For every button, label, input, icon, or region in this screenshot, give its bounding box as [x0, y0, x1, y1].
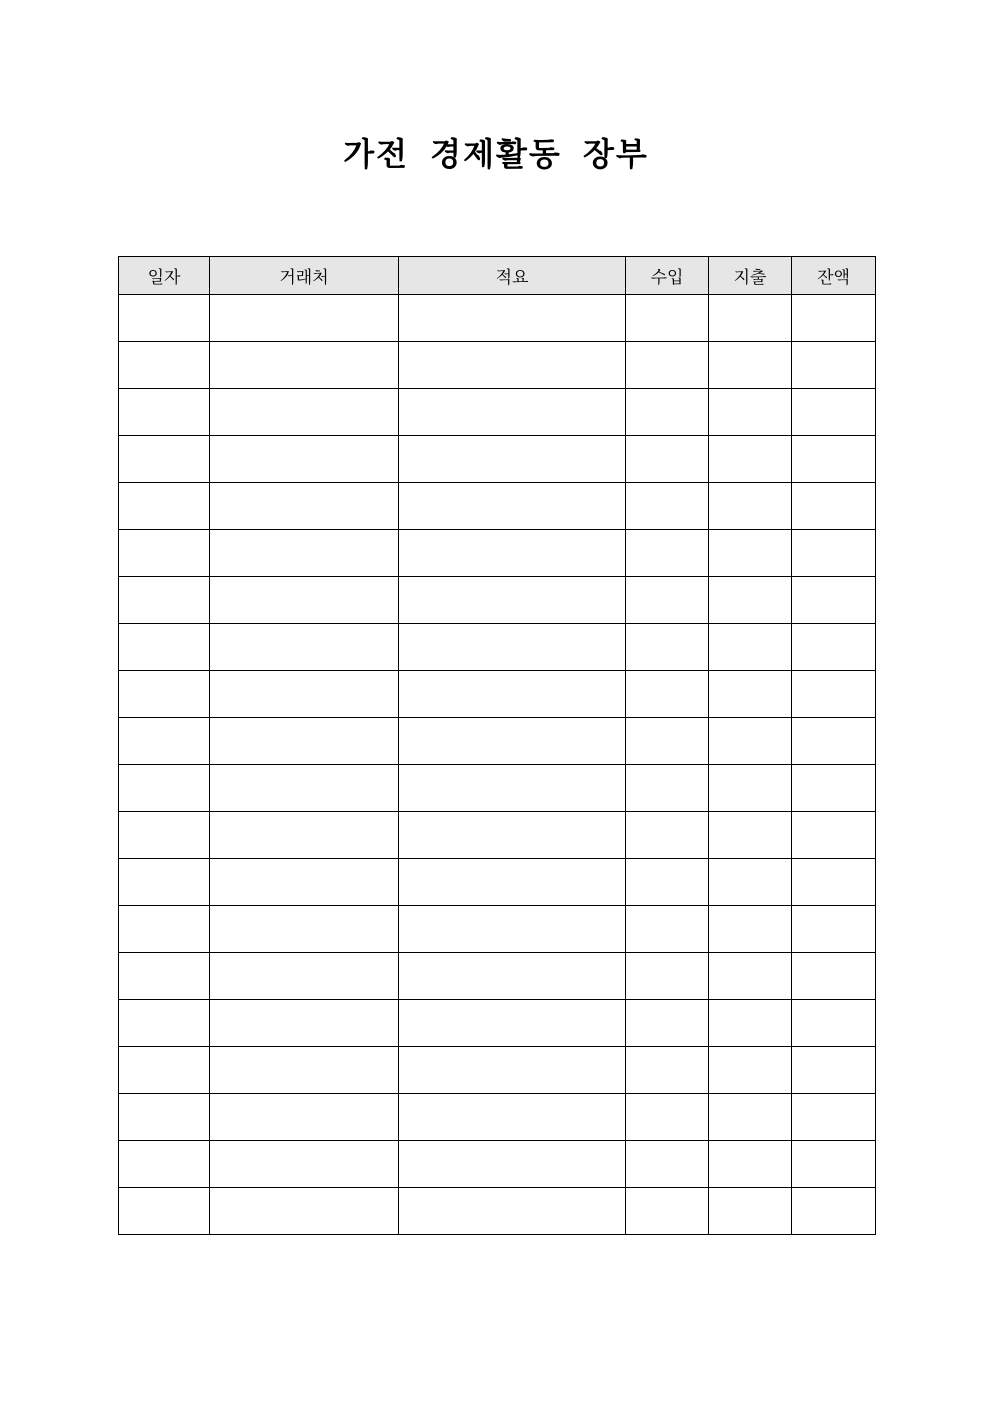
income-cell[interactable] [626, 671, 709, 718]
income-cell[interactable] [626, 342, 709, 389]
counterparty-cell[interactable] [210, 530, 399, 577]
description-cell[interactable] [399, 577, 626, 624]
income-cell[interactable] [626, 718, 709, 765]
balance-cell[interactable] [792, 295, 876, 342]
expense-cell[interactable] [709, 1141, 792, 1188]
document-title: 가전 경제활동 장부 [343, 135, 649, 173]
expense-cell[interactable] [709, 577, 792, 624]
counterparty-cell[interactable] [210, 1094, 399, 1141]
balance-cell[interactable] [792, 342, 876, 389]
description-cell[interactable] [399, 436, 626, 483]
ledger-table [118, 256, 876, 1235]
description-cell[interactable] [399, 483, 626, 530]
counterparty-cell[interactable] [210, 436, 399, 483]
income-cell[interactable] [626, 530, 709, 577]
balance-cell[interactable] [792, 1141, 876, 1188]
expense-cell[interactable] [709, 1094, 792, 1141]
income-cell[interactable] [626, 765, 709, 812]
counterparty-cell[interactable] [210, 577, 399, 624]
date-cell[interactable] [119, 1000, 210, 1047]
table-row [119, 812, 876, 859]
date-cell[interactable] [119, 671, 210, 718]
expense-cell[interactable] [709, 859, 792, 906]
description-cell[interactable] [399, 1094, 626, 1141]
income-cell[interactable] [626, 1188, 709, 1235]
income-cell[interactable] [626, 295, 709, 342]
counterparty-cell[interactable] [210, 624, 399, 671]
date-cell[interactable] [119, 1141, 210, 1188]
table-row [119, 295, 876, 342]
income-cell[interactable] [626, 1141, 709, 1188]
date-cell[interactable] [119, 859, 210, 906]
expense-cell[interactable] [709, 530, 792, 577]
counterparty-cell[interactable] [210, 906, 399, 953]
column-header-balance: 잔액 [792, 257, 876, 295]
description-cell[interactable] [399, 953, 626, 1000]
date-cell[interactable] [119, 906, 210, 953]
table-row [119, 718, 876, 765]
table-row [119, 1141, 876, 1188]
date-cell[interactable] [119, 389, 210, 436]
expense-cell[interactable] [709, 671, 792, 718]
balance-cell[interactable] [792, 671, 876, 718]
income-cell[interactable] [626, 483, 709, 530]
counterparty-cell[interactable] [210, 812, 399, 859]
income-cell[interactable] [626, 1094, 709, 1141]
income-cell[interactable] [626, 577, 709, 624]
counterparty-cell[interactable] [210, 718, 399, 765]
table-row [119, 1188, 876, 1235]
expense-cell[interactable] [709, 1188, 792, 1235]
column-header-expense: 지출 [709, 257, 792, 295]
counterparty-cell[interactable] [210, 859, 399, 906]
table-row [119, 577, 876, 624]
expense-cell[interactable] [709, 342, 792, 389]
counterparty-cell[interactable] [210, 1188, 399, 1235]
date-cell[interactable] [119, 295, 210, 342]
date-cell[interactable] [119, 953, 210, 1000]
table-row [119, 906, 876, 953]
table-row [119, 624, 876, 671]
date-cell[interactable] [119, 530, 210, 577]
description-cell[interactable] [399, 718, 626, 765]
column-header-description: 적요 [399, 257, 626, 295]
counterparty-cell[interactable] [210, 671, 399, 718]
income-cell[interactable] [626, 953, 709, 1000]
description-cell[interactable] [399, 1047, 626, 1094]
balance-cell[interactable] [792, 624, 876, 671]
table-row [119, 530, 876, 577]
expense-cell[interactable] [709, 624, 792, 671]
expense-cell[interactable] [709, 483, 792, 530]
income-cell[interactable] [626, 1047, 709, 1094]
expense-cell[interactable] [709, 812, 792, 859]
description-cell[interactable] [399, 389, 626, 436]
income-cell[interactable] [626, 436, 709, 483]
expense-cell[interactable] [709, 953, 792, 1000]
column-header-income: 수입 [626, 257, 709, 295]
column-header-date: 일자 [119, 257, 210, 295]
table-row [119, 765, 876, 812]
counterparty-cell[interactable] [210, 953, 399, 1000]
description-cell[interactable] [399, 1141, 626, 1188]
date-cell[interactable] [119, 1094, 210, 1141]
expense-cell[interactable] [709, 436, 792, 483]
counterparty-cell[interactable] [210, 342, 399, 389]
counterparty-cell[interactable] [210, 1047, 399, 1094]
income-cell[interactable] [626, 906, 709, 953]
counterparty-cell[interactable] [210, 389, 399, 436]
counterparty-cell[interactable] [210, 483, 399, 530]
balance-cell[interactable] [792, 530, 876, 577]
table-row [119, 436, 876, 483]
counterparty-cell[interactable] [210, 1141, 399, 1188]
table-row [119, 1000, 876, 1047]
description-cell[interactable] [399, 765, 626, 812]
date-cell[interactable] [119, 624, 210, 671]
balance-cell[interactable] [792, 718, 876, 765]
date-cell[interactable] [119, 483, 210, 530]
table-row [119, 1047, 876, 1094]
balance-cell[interactable] [792, 1094, 876, 1141]
description-cell[interactable] [399, 1000, 626, 1047]
balance-cell[interactable] [792, 436, 876, 483]
description-cell[interactable] [399, 859, 626, 906]
balance-cell[interactable] [792, 953, 876, 1000]
counterparty-cell[interactable] [210, 295, 399, 342]
balance-cell[interactable] [792, 1000, 876, 1047]
balance-cell[interactable] [792, 1047, 876, 1094]
table-row [119, 671, 876, 718]
table-row [119, 342, 876, 389]
expense-cell[interactable] [709, 389, 792, 436]
expense-cell[interactable] [709, 906, 792, 953]
income-cell[interactable] [626, 812, 709, 859]
description-cell[interactable] [399, 1188, 626, 1235]
column-header-counterparty: 거래처 [210, 257, 399, 295]
date-cell[interactable] [119, 718, 210, 765]
description-cell[interactable] [399, 671, 626, 718]
expense-cell[interactable] [709, 1047, 792, 1094]
date-cell[interactable] [119, 436, 210, 483]
table-row [119, 953, 876, 1000]
expense-cell[interactable] [709, 765, 792, 812]
ledger-body [119, 295, 876, 1235]
description-cell[interactable] [399, 530, 626, 577]
balance-cell[interactable] [792, 859, 876, 906]
expense-cell[interactable] [709, 295, 792, 342]
date-cell[interactable] [119, 1047, 210, 1094]
table-row [119, 1094, 876, 1141]
counterparty-cell[interactable] [210, 1000, 399, 1047]
balance-cell[interactable] [792, 812, 876, 859]
table-row [119, 859, 876, 906]
income-cell[interactable] [626, 1000, 709, 1047]
description-cell[interactable] [399, 624, 626, 671]
income-cell[interactable] [626, 624, 709, 671]
date-cell[interactable] [119, 765, 210, 812]
description-cell[interactable] [399, 342, 626, 389]
balance-cell[interactable] [792, 1188, 876, 1235]
description-cell[interactable] [399, 295, 626, 342]
balance-cell[interactable] [792, 765, 876, 812]
description-cell[interactable] [399, 906, 626, 953]
table-row [119, 389, 876, 436]
counterparty-cell[interactable] [210, 765, 399, 812]
income-cell[interactable] [626, 859, 709, 906]
date-cell[interactable] [119, 342, 210, 389]
date-cell[interactable] [119, 577, 210, 624]
balance-cell[interactable] [792, 389, 876, 436]
balance-cell[interactable] [792, 577, 876, 624]
description-cell[interactable] [399, 812, 626, 859]
balance-cell[interactable] [792, 906, 876, 953]
balance-cell[interactable] [792, 483, 876, 530]
income-cell[interactable] [626, 389, 709, 436]
date-cell[interactable] [119, 1188, 210, 1235]
table-row [119, 483, 876, 530]
date-cell[interactable] [119, 812, 210, 859]
expense-cell[interactable] [709, 718, 792, 765]
header-row [119, 257, 876, 295]
expense-cell[interactable] [709, 1000, 792, 1047]
